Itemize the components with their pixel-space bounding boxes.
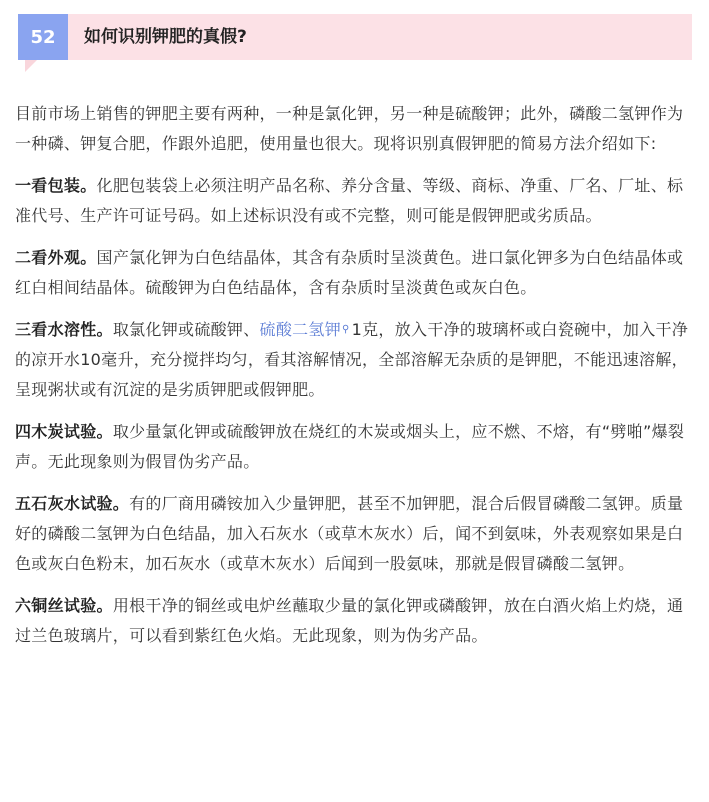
section-text: 用根干净的铜丝或电炉丝蘸取少量的氯化钾或磷酸钾，放在白酒火焰上灼烧，通过兰色玻璃片，可以看到紫红色火焰。无此现象，则为伪劣产品。 xyxy=(15,596,684,645)
page-title: 如何识别钾肥的真假? xyxy=(84,27,247,47)
section-text: 取少量氯化钾或硫酸钾放在烧红的木炭或烟头上，应不燃、不熔，有“劈啪”爆裂声。无此现象则为假冒伪劣产品。 xyxy=(15,422,685,471)
section-heading: 五石灰水试验。 xyxy=(15,494,130,513)
section-text: 国产氯化钾为白色结晶体，其含有杂质时呈淡黄色。进口氯化钾多为白色结晶体或红白相间结晶体。硫酸钾为白色结晶体，含有杂质时呈淡黄色或灰白色。 xyxy=(15,248,684,297)
section-heading: 二看外观。 xyxy=(15,248,97,267)
section-number: 52 xyxy=(30,26,56,48)
section-packaging xyxy=(15,171,695,231)
keyword-link[interactable]: 硫酸二氢钾 xyxy=(259,320,342,339)
section-number-badge xyxy=(18,14,68,60)
section-limewater-test xyxy=(15,489,695,579)
section-heading: 三看水溶性。 xyxy=(15,320,113,339)
section-text: 有的厂商用磷铵加入少量钾肥，甚至不加钾肥，混合后假冒磷酸二氢钾。质量好的磷酸二氢钾为白色结晶，加入石灰水（或草木灰水）后，闻不到氨味，外表观察如果是白色或灰白色粉末，加石灰水（或草木灰水）后闻到一股氨味，那就是假冒磷酸二氢钾。 xyxy=(15,494,684,573)
section-text: 1克，放入干净的玻璃杯或白瓷碗中，加入干净的凉开水10毫升，充分搅拌均匀，看其溶解情况，全部溶解无杂质的是钾肥，不能迅速溶解，呈现粥状或有沉淀的是劣质钾肥或假钾肥。 xyxy=(15,320,689,399)
section-appearance xyxy=(15,243,695,303)
section-heading: 一看包装。 xyxy=(15,176,97,195)
section-heading: 四木炭试验。 xyxy=(15,422,113,441)
section-copper-wire-test xyxy=(15,591,695,651)
section-charcoal-test xyxy=(15,417,695,477)
section-text: 取氯化钾或硫酸钾、 xyxy=(112,320,260,339)
article-body xyxy=(15,99,695,663)
section-heading: 六铜丝试验。 xyxy=(15,596,113,615)
intro-paragraph: 目前市场上销售的钾肥主要有两种，一种是氯化钾，另一种是硫酸钾；此外，磷酸二氢钾作为一种磷、钾复合肥，作跟外追肥，使用量也很大。现将识别真假钾肥的简易方法介绍如下: xyxy=(15,104,684,153)
section-text: 化肥包装袋上必须注明产品名称、养分含量、等级、商标、净重、厂名、厂址、标准代号、生产许可证号码。如上述标识没有或不完整，则可能是假钾肥或劣质品。 xyxy=(15,176,684,225)
badge-tail xyxy=(25,60,37,72)
search-icon[interactable]: ⚲ xyxy=(342,324,350,335)
section-solubility xyxy=(15,315,695,405)
